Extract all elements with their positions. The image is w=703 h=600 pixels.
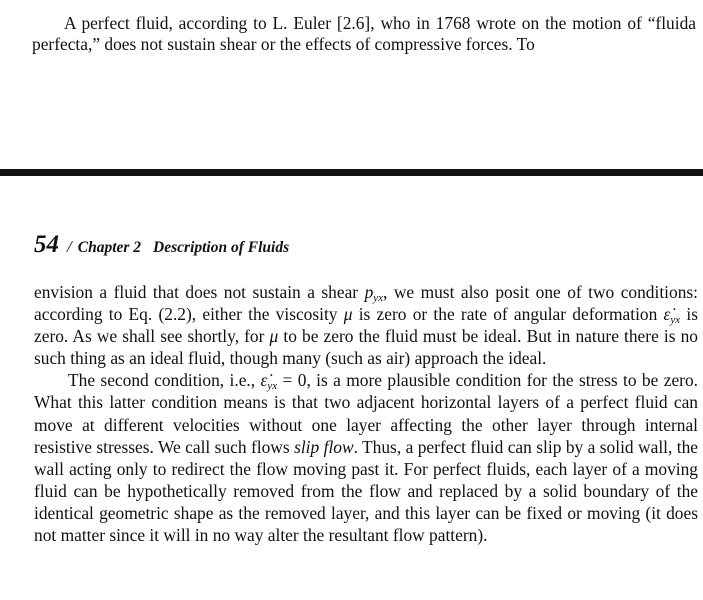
page-number: 54 (34, 231, 59, 258)
running-header (34, 231, 289, 259)
paragraph-2 (34, 369, 698, 546)
strain-rate-symbol: $\varepsiloṅ_{yx}$ (663, 304, 681, 327)
slip-flow-term: slip flow (294, 436, 354, 457)
paragraph-1-segment-4: is zero. As we shall see shortly, for (34, 304, 698, 347)
paragraph-2-segment-1: The second condition, i.e., (68, 370, 261, 391)
paragraph-2-segment-3: . Thus, a perfect fluid can slip by a solid wall, the wall acting only to redirect the flow moving past it. For perfect fluids, each layer of a moving fluid can be hypothetically removed from the flow and replaced by a solid boundary of the identical geometric shape as the removed layer, and this layer can be fixed or moving (it does not matter since it will in no way alter the resultant flow pattern). (34, 436, 698, 546)
paragraph-2-segment-2: = 0, is a more plausible condition for the stress to be zero. What this latter condition means is that two adjacent horizontal layers of a perfect fluid can move at different velocities without one layer affecting the other layer through internal resistive stresses. We call such flows (34, 370, 698, 457)
strain-rate-symbol-2: $\varepsiloṅ_{yx}$ (260, 370, 278, 393)
paragraph-1 (34, 281, 698, 369)
viscosity-symbol: μ (343, 304, 353, 325)
paragraph-1-segment-2: , we must also posit one of two conditions: according to Eq. (2.2), either the viscosity (34, 282, 698, 325)
paragraph-1-segment-1: envision a fluid that does not sustain a shear (34, 282, 365, 302)
top-paragraph-text: A perfect fluid, according to L. Euler [2.6], who in 1768 wrote on the motion of “fluida perfecta,” does not sustain shear or the effects of compressive forces. To (32, 13, 696, 54)
paragraph-1-segment-3: is zero or the rate of angular deformation (352, 304, 664, 325)
top-paragraph (32, 13, 696, 55)
shear-stress-symbol: $p_{yx}$ (364, 282, 384, 304)
chapter-title: Description of Fluids (153, 239, 290, 256)
viscosity-symbol-2: μ (269, 326, 279, 347)
header-separator: / (67, 237, 72, 256)
chapter-label: Chapter 2 (77, 239, 142, 256)
page-divider (0, 169, 703, 176)
paragraph-1-segment-5: to be zero the fluid must be ideal. But in nature there is no such thing as an ideal fluid, though many (such as air) approach the ideal. (34, 326, 698, 369)
body-text (34, 281, 698, 546)
